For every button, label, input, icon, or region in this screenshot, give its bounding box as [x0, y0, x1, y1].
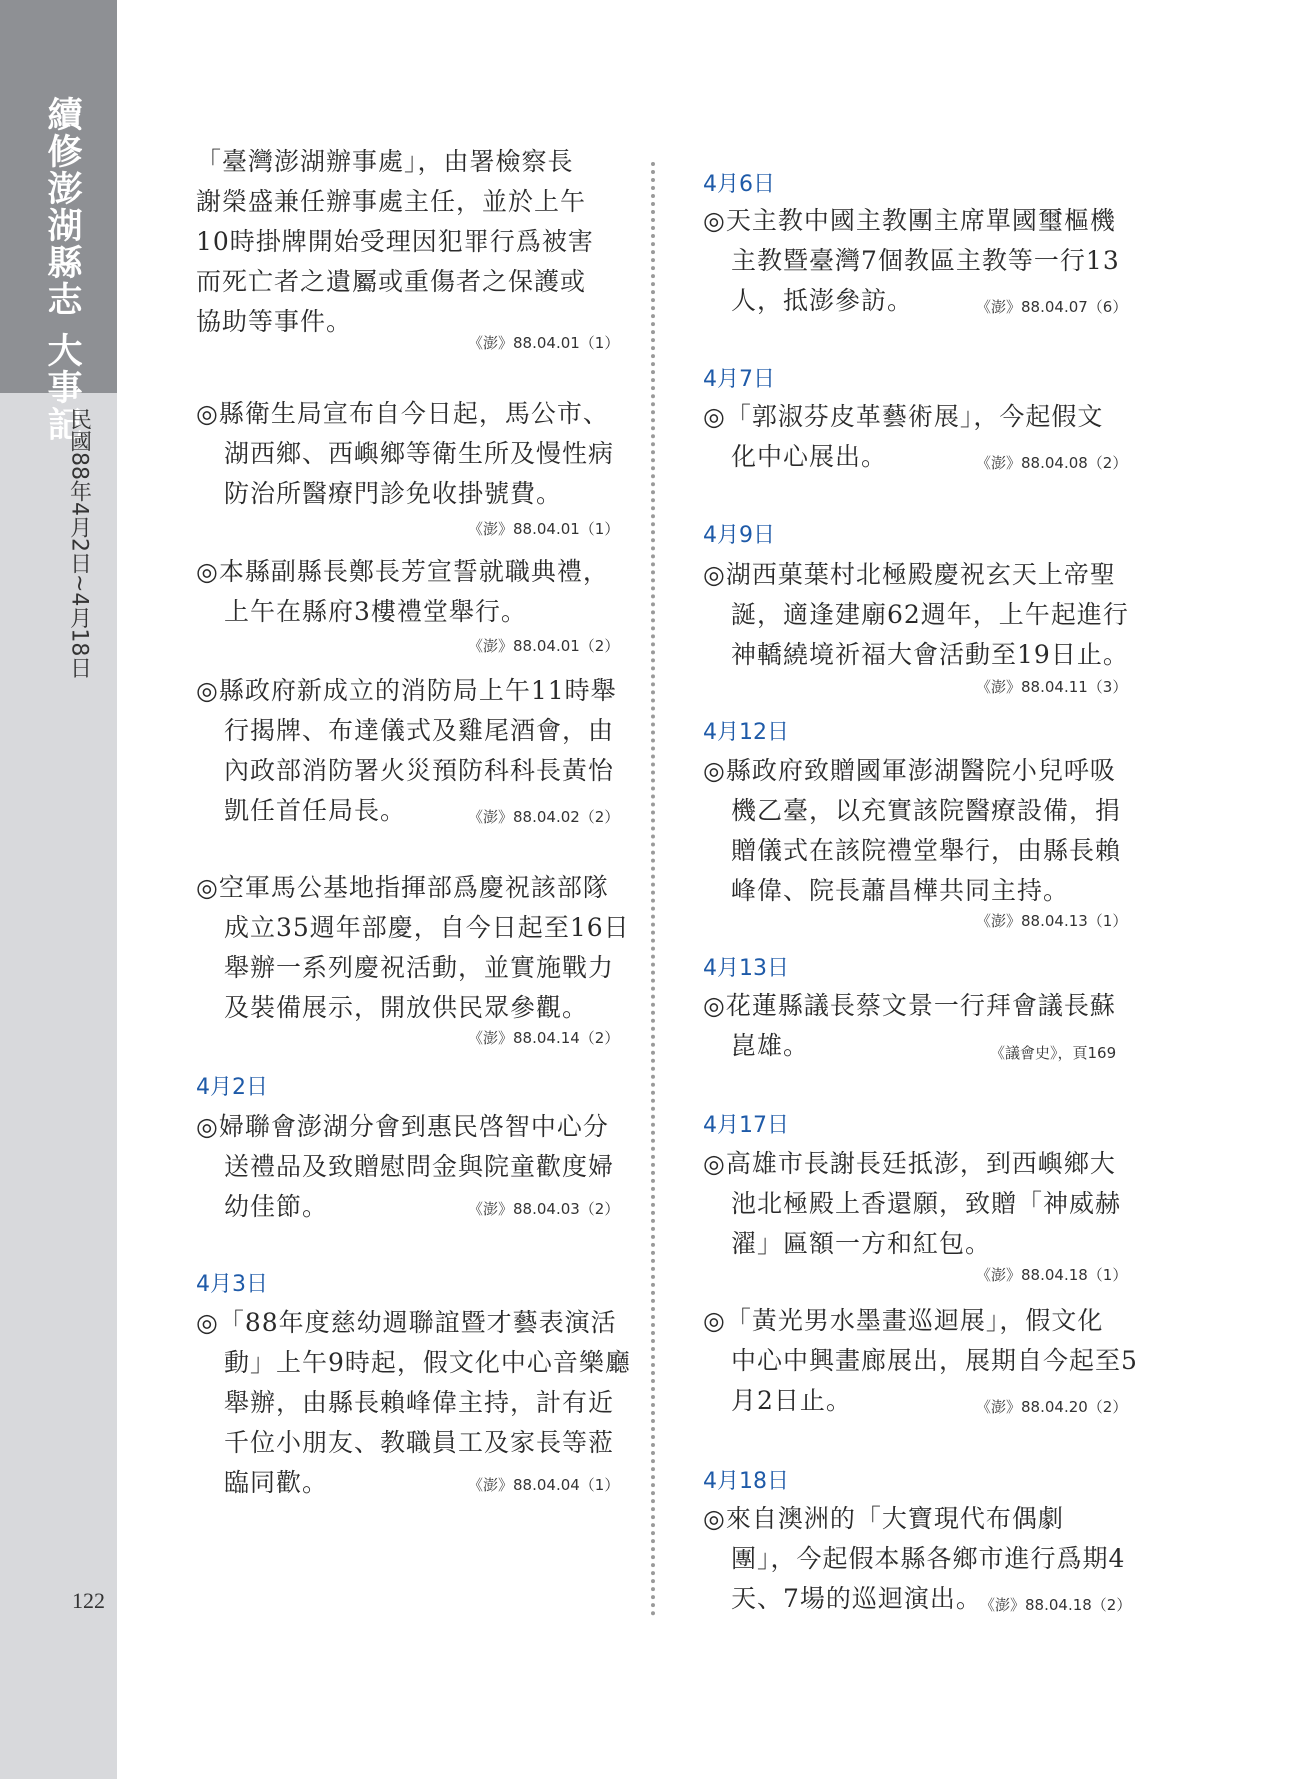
entry-line: 天、7場的巡迴演出。	[731, 1584, 982, 1613]
entry-line: ◎來自澳洲的「大寶現代布偶劇	[703, 1504, 1064, 1533]
entry-line: 送禮品及致贈慰問金與院童歡度婦	[224, 1152, 615, 1181]
entry-line: 峰偉、院長蕭昌樺共同主持。	[731, 876, 1070, 905]
citation: 《澎》88.04.18（2）	[980, 1596, 1132, 1614]
date-heading: 4月17日	[703, 1113, 789, 1138]
entry-left-0	[196, 142, 594, 342]
entry-line: ◎「88年度慈幼週聯誼暨才藝表演活	[196, 1308, 617, 1337]
entry-left-2	[196, 552, 609, 632]
entry-line: 月2日止。	[731, 1386, 852, 1415]
entry-line: 千位小朋友、教職員工及家長等蒞	[224, 1428, 615, 1457]
date-heading: 4月6日	[703, 172, 775, 197]
entry-line: 舉辦一系列慶祝活動，並實施戰力	[224, 953, 615, 982]
entry-line: 幼佳節。	[224, 1192, 329, 1221]
entry-right-2	[703, 555, 1129, 675]
date-heading: 4月13日	[703, 956, 789, 981]
entry-line: 主教暨臺灣7個教區主教等一行13	[731, 246, 1120, 275]
citation: 《澎》88.04.01（1）	[468, 334, 620, 352]
entry-line: 團」，今起假本縣各鄉市進行爲期4	[731, 1544, 1126, 1573]
entry-line: ◎婦聯會澎湖分會到惠民啓智中心分	[196, 1112, 609, 1141]
entry-line: ◎「黃光男水墨畫巡迴展」，假文化	[703, 1306, 1104, 1335]
date-heading: 4月7日	[703, 367, 775, 392]
entry-line: 崑雄。	[731, 1031, 810, 1060]
entry-line: 動」上午9時起，假文化中心音樂廳	[224, 1348, 631, 1377]
entry-line: ◎縣政府致贈國軍澎湖醫院小兒呼吸	[703, 756, 1116, 785]
entry-line: 湖西鄉、西嶼鄉等衛生所及慢性病	[224, 439, 615, 468]
entry-line: 誕，適逢建廟62週年，上午起進行	[731, 600, 1129, 629]
entry-line: 內政部消防署火災預防科科長黃怡	[224, 756, 615, 785]
citation: 《澎》88.04.04（1）	[468, 1476, 620, 1494]
page-number: 122	[72, 1588, 105, 1613]
citation: 《澎》88.04.14（2）	[468, 1029, 620, 1047]
citation: 《澎》88.04.01（1）	[468, 520, 620, 538]
entry-right-5	[703, 1144, 1121, 1264]
entry-line: ◎花蓮縣議長蔡文景一行拜會議長蘇	[703, 991, 1116, 1020]
citation: 《澎》88.04.08（2）	[976, 454, 1128, 472]
entry-line: 行揭牌、布達儀式及雞尾酒會，由	[224, 716, 615, 745]
entry-line: 成立35週年部慶，自今日起至16日	[224, 913, 630, 942]
book-title-vertical: 續修澎湖縣志 大事記	[42, 96, 83, 444]
entry-left-6	[196, 1303, 631, 1503]
entry-line: 化中心展出。	[731, 442, 888, 471]
entry-line: ◎縣政府新成立的消防局上午11時舉	[196, 676, 617, 705]
entry-line: 池北極殿上香還願，致贈「神威赫	[731, 1189, 1122, 1218]
entry-line: 10時掛牌開始受理因犯罪行爲被害	[196, 227, 594, 256]
entry-line: 舉辦，由縣長賴峰偉主持，計有近	[224, 1388, 615, 1417]
entry-line: 臨同歡。	[224, 1468, 329, 1497]
date-heading: 4月9日	[703, 523, 775, 548]
date-heading: 4月12日	[703, 720, 789, 745]
entry-line: 凱任首任局長。	[224, 796, 407, 825]
entry-line: 協助等事件。	[196, 307, 353, 336]
citation: 《議會史》，頁169	[990, 1044, 1117, 1062]
section-date-range-vertical: 民國88年4月2日~4月18日	[66, 408, 92, 679]
entry-line: ◎湖西菓葉村北極殿慶祝玄天上帝聖	[703, 560, 1116, 589]
entry-left-1	[196, 394, 614, 514]
citation: 《澎》88.04.03（2）	[468, 1200, 620, 1218]
citation: 《澎》88.04.01（2）	[468, 637, 620, 655]
date-heading: 4月18日	[703, 1469, 789, 1494]
entry-line: ◎空軍馬公基地指揮部爲慶祝該部隊	[196, 873, 609, 902]
entry-line: 上午在縣府3樓禮堂舉行。	[224, 597, 527, 626]
citation: 《澎》88.04.18（1）	[976, 1266, 1128, 1284]
entry-line: ◎縣衛生局宣布自今日起，馬公市、	[196, 399, 609, 428]
entry-right-3	[703, 751, 1121, 911]
citation: 《澎》88.04.07（6）	[976, 298, 1128, 316]
entry-line: 及裝備展示，開放供民眾參觀。	[224, 993, 589, 1022]
entry-line: ◎本縣副縣長鄭長芳宣誓就職典禮，	[196, 557, 609, 586]
citation: 《澎》88.04.20（2）	[976, 1398, 1128, 1416]
entry-line: 中心中興畫廊展出，展期自今起至5	[731, 1346, 1138, 1375]
citation: 《澎》88.04.02（2）	[468, 808, 620, 826]
entry-line: ◎高雄市長謝長廷抵澎，到西嶼鄉大	[703, 1149, 1116, 1178]
column-divider	[651, 162, 655, 1617]
entry-line: 人，抵澎參訪。	[731, 286, 914, 315]
entry-line: 防治所醫療門診免收掛號費。	[224, 479, 563, 508]
citation: 《澎》88.04.11（3）	[976, 678, 1128, 696]
entry-line: 贈儀式在該院禮堂舉行，由縣長賴	[731, 836, 1122, 865]
date-heading: 4月2日	[196, 1075, 268, 1100]
entry-line: 機乙臺，以充實該院醫療設備，捐	[731, 796, 1122, 825]
entry-left-4	[196, 868, 630, 1028]
entry-line: 「臺灣澎湖辦事處」，由署檢察長	[196, 147, 574, 176]
entry-line: 而死亡者之遺屬或重傷者之保護或	[196, 267, 587, 296]
entry-line: 謝榮盛兼任辦事處主任，並於上午	[196, 187, 587, 216]
entry-line: 神轎繞境祈福大會活動至19日止。	[731, 640, 1129, 669]
entry-line: 濯」匾額一方和紅包。	[731, 1229, 992, 1258]
citation: 《澎》88.04.13（1）	[976, 912, 1128, 930]
entry-line: ◎「郭淑芬皮革藝術展」，今起假文	[703, 402, 1104, 431]
date-heading: 4月3日	[196, 1272, 268, 1297]
entry-line: ◎天主教中國主教團主席單國璽樞機	[703, 206, 1116, 235]
